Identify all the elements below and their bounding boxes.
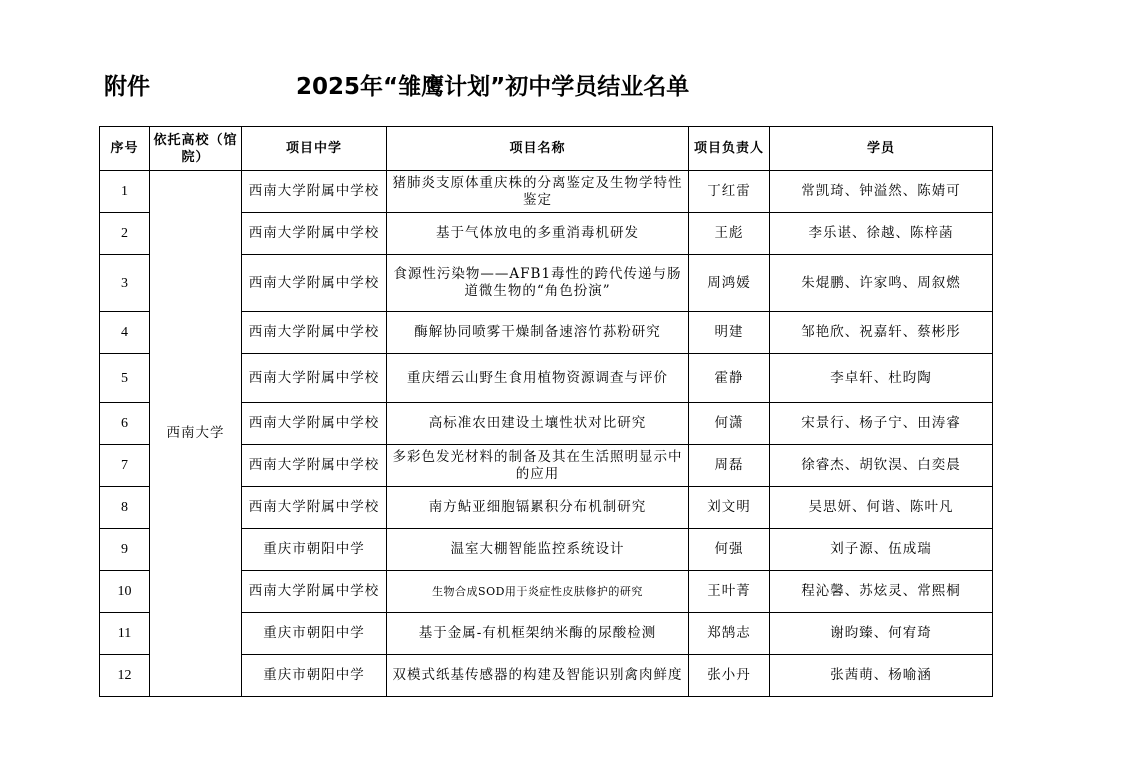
row-project: 重庆缙云山野生食用植物资源调查与评价 xyxy=(387,354,689,403)
row-no: 8 xyxy=(100,487,150,529)
row-school: 西南大学附属中学校 xyxy=(242,403,387,445)
row-no: 1 xyxy=(100,171,150,213)
row-project: 生物合成SOD用于炎症性皮肤修护的研究 xyxy=(387,571,689,613)
row-students: 徐睿杰、胡钦淏、白奕晨 xyxy=(770,445,993,487)
graduation-list-table xyxy=(99,126,993,697)
row-no: 4 xyxy=(100,312,150,354)
row-students: 邹艳欣、祝嘉轩、蔡彬彤 xyxy=(770,312,993,354)
header-students: 学员 xyxy=(770,127,993,171)
row-school: 西南大学附属中学校 xyxy=(242,354,387,403)
row-project: 南方鲇亚细胞镉累积分布机制研究 xyxy=(387,487,689,529)
row-project: 温室大棚智能监控系统设计 xyxy=(387,529,689,571)
row-no: 6 xyxy=(100,403,150,445)
row-leader: 明建 xyxy=(689,312,770,354)
row-school: 重庆市朝阳中学 xyxy=(242,529,387,571)
header-school: 项目中学 xyxy=(242,127,387,171)
header-leader: 项目负责人 xyxy=(689,127,770,171)
row-no: 12 xyxy=(100,655,150,697)
row-no: 10 xyxy=(100,571,150,613)
row-leader: 何潇 xyxy=(689,403,770,445)
row-students: 吴思妍、何谐、陈叶凡 xyxy=(770,487,993,529)
row-leader: 霍静 xyxy=(689,354,770,403)
row-school: 西南大学附属中学校 xyxy=(242,255,387,312)
attachment-label: 附件 xyxy=(104,74,150,100)
row-project: 高标准农田建设土壤性状对比研究 xyxy=(387,403,689,445)
header-university: 依托高校（馆院） xyxy=(150,127,242,171)
row-project: 双模式纸基传感器的构建及智能识别禽肉鲜度 xyxy=(387,655,689,697)
row-school: 西南大学附属中学校 xyxy=(242,213,387,255)
row-no: 2 xyxy=(100,213,150,255)
row-students: 刘子源、伍成瑞 xyxy=(770,529,993,571)
row-no: 5 xyxy=(100,354,150,403)
row-no: 9 xyxy=(100,529,150,571)
row-project: 食源性污染物——AFB1毒性的跨代传递与肠道微生物的“角色扮演” xyxy=(387,255,689,312)
row-school: 西南大学附属中学校 xyxy=(242,571,387,613)
table-header-row xyxy=(100,127,993,171)
row-leader: 王叶菁 xyxy=(689,571,770,613)
row-school: 重庆市朝阳中学 xyxy=(242,613,387,655)
document-title: 2025年“雏鹰计划”初中学员结业名单 xyxy=(296,74,690,100)
row-school: 重庆市朝阳中学 xyxy=(242,655,387,697)
row-students: 宋景行、杨子宁、田涛睿 xyxy=(770,403,993,445)
row-school: 西南大学附属中学校 xyxy=(242,312,387,354)
row-students: 谢昀臻、何宥琦 xyxy=(770,613,993,655)
row-students: 张茜萌、杨喻涵 xyxy=(770,655,993,697)
row-project: 基于金属-有机框架纳米酶的尿酸检测 xyxy=(387,613,689,655)
row-no: 11 xyxy=(100,613,150,655)
row-students: 李乐谌、徐越、陈梓菡 xyxy=(770,213,993,255)
row-leader: 周鸿媛 xyxy=(689,255,770,312)
header-no: 序号 xyxy=(100,127,150,171)
row-no: 7 xyxy=(100,445,150,487)
header-project: 项目名称 xyxy=(387,127,689,171)
row-students: 程沁馨、苏炫灵、常熙桐 xyxy=(770,571,993,613)
row-leader: 王彪 xyxy=(689,213,770,255)
row-school: 西南大学附属中学校 xyxy=(242,171,387,213)
row-students: 常凯琦、钟溢然、陈婧可 xyxy=(770,171,993,213)
university-cell: 西南大学 xyxy=(150,171,242,697)
row-leader: 郑鹄志 xyxy=(689,613,770,655)
row-leader: 丁红雷 xyxy=(689,171,770,213)
row-leader: 何强 xyxy=(689,529,770,571)
row-students: 李卓轩、杜昀陶 xyxy=(770,354,993,403)
row-leader: 周磊 xyxy=(689,445,770,487)
row-school: 西南大学附属中学校 xyxy=(242,445,387,487)
row-project: 酶解协同喷雾干燥制备速溶竹荪粉研究 xyxy=(387,312,689,354)
row-leader: 刘文明 xyxy=(689,487,770,529)
row-leader: 张小丹 xyxy=(689,655,770,697)
row-school: 西南大学附属中学校 xyxy=(242,487,387,529)
row-project: 基于气体放电的多重消毒机研发 xyxy=(387,213,689,255)
row-no: 3 xyxy=(100,255,150,312)
row-students: 朱焜鹏、许家鸣、周叙燃 xyxy=(770,255,993,312)
row-project: 多彩色发光材料的制备及其在生活照明显示中的应用 xyxy=(387,445,689,487)
row-project: 猪肺炎支原体重庆株的分离鉴定及生物学特性鉴定 xyxy=(387,171,689,213)
table-row xyxy=(100,171,993,213)
